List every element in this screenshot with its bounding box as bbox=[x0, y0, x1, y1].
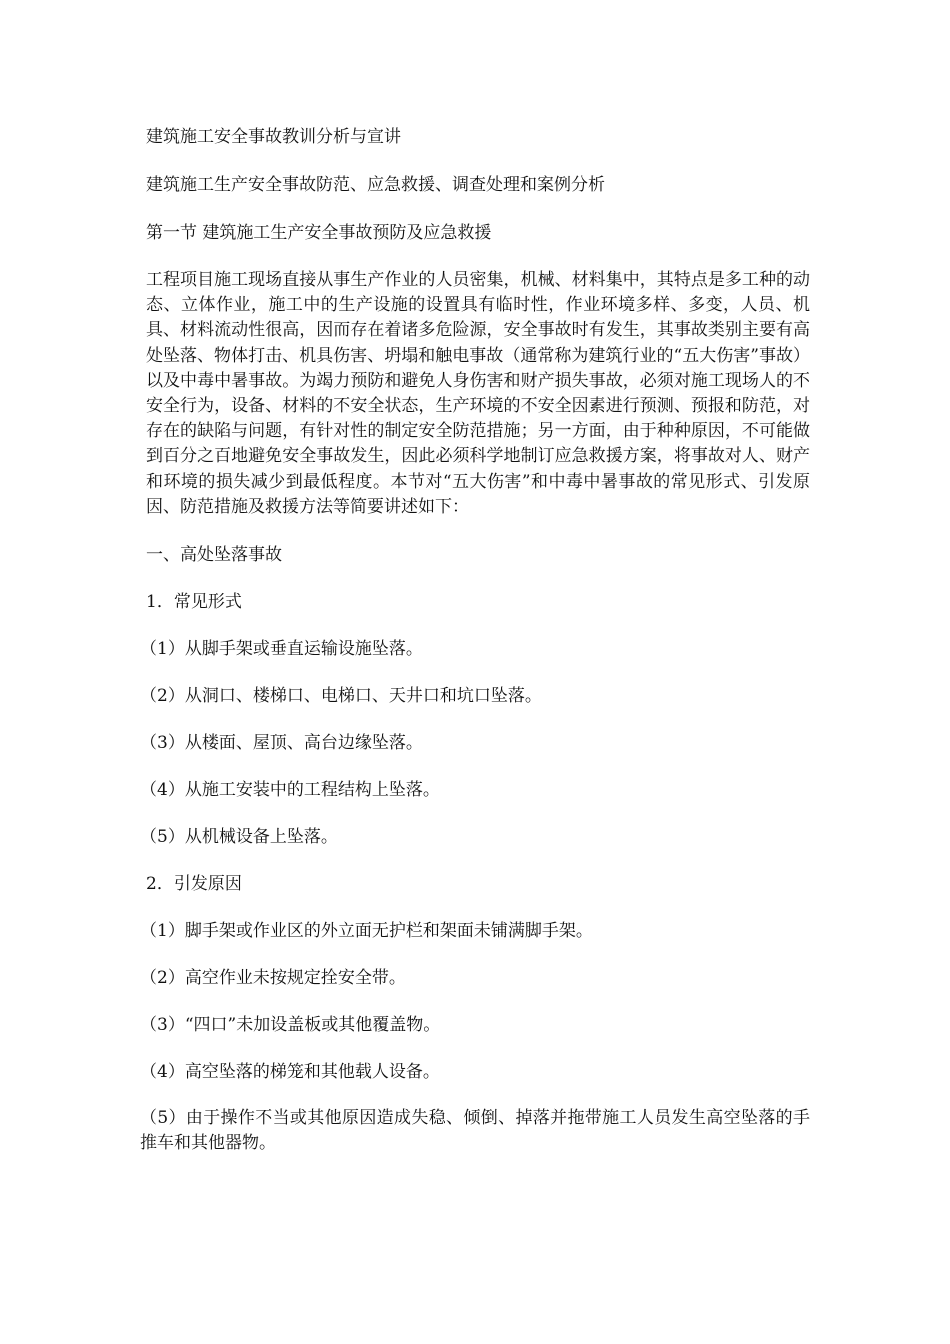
list-item: （2）从洞口、楼梯口、电梯口、天井口和坑口坠落。 bbox=[140, 686, 542, 707]
section-title: 第一节 建筑施工生产安全事故预防及应急救援 bbox=[146, 223, 492, 243]
heading-falls: 一、高处坠落事故 bbox=[146, 545, 282, 566]
list-item: （5）从机械设备上坠落。 bbox=[140, 827, 338, 848]
list-item: （3）从楼面、屋顶、高台边缘坠落。 bbox=[140, 733, 423, 754]
subheading-causes: 2．引发原因 bbox=[146, 874, 242, 895]
list-item: （1）脚手架或作业区的外立面无护栏和架面未铺满脚手架。 bbox=[140, 921, 593, 942]
list-item: （1）从脚手架或垂直运输设施坠落。 bbox=[140, 639, 423, 660]
list-item: （3）“四口”未加设盖板或其他覆盖物。 bbox=[140, 1015, 441, 1036]
subheading-forms: 1．常见形式 bbox=[146, 592, 242, 613]
list-item: （4）高空坠落的梯笼和其他载人设备。 bbox=[140, 1062, 440, 1083]
intro-paragraph: 工程项目施工现场直接从事生产作业的人员密集，机械、材料集中，其特点是多工种的动态、立体作业，施工中的生产设施的设置具有临时性，作业环境多样、多变，人员、机具、材料流动性很高，因而存在着诸多危险源，安全事故时有发生，其事故类别主要有高处坠落、物体打击、机具伤害、坍塌和触电事故（通常称为建筑行业的“五大伤害”事故）以及中毒中暑事故。为竭力预防和避免人身伤害和财产损失事故，必须对施工现场人的不安全行为，设备、材料的不安全状态，生产环境的不安全因素进行预测、预报和防范，对存在的缺陷与问题，有针对性的制定安全防范措施；另一方面，由于种种原因，不可能做到百分之百地避免安全事故发生，因此必须科学地制订应急救援方案，将事故对人、财产和环境的损失减少到最低程度。本节对“五大伤害”和中毒中暑事故的常见形式、引发原因、防范措施及救援方法等简要讲述如下： bbox=[146, 270, 810, 517]
list-item: （5）由于操作不当或其他原因造成失稳、倾倒、掉落并拖带施工人员发生高空坠落的手推车和其他器物。 bbox=[140, 1108, 810, 1154]
document-title: 建筑施工安全事故教训分析与宣讲 bbox=[146, 127, 401, 147]
document-page bbox=[140, 124, 810, 1156]
list-item: （2）高空作业未按规定拴安全带。 bbox=[140, 968, 406, 989]
document-subtitle: 建筑施工生产安全事故防范、应急救援、调查处理和案例分析 bbox=[146, 175, 605, 195]
list-item: （4）从施工安装中的工程结构上坠落。 bbox=[140, 780, 440, 801]
